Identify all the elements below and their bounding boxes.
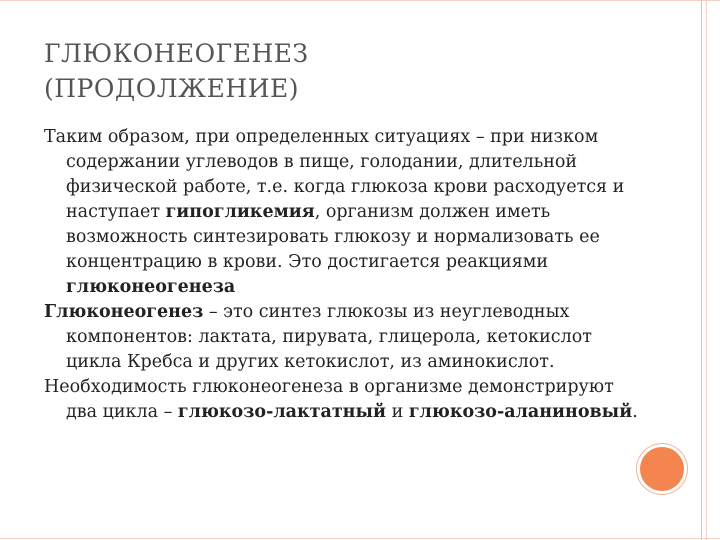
p1-text-1: Таким образом, при определенных ситуациях – при низком содержании углеводов в пище, голодании, длительной физической работе, т.е. когда глюкоза крови расходуется и наступает [44, 127, 625, 222]
title-line-1: ГЛЮКОНЕОГЕНЕЗ [44, 39, 309, 68]
p3-bold-term-1: глюкозо-лактатный [177, 402, 387, 422]
p3-text-1: Необходимость глюконеогенеза в организме демонстрируют два цикла – [44, 377, 614, 422]
slide-title [44, 36, 644, 106]
frame-right-line [701, 0, 702, 540]
p2-bold-term: Глюконеогенез [44, 302, 204, 322]
paragraph-2 [44, 300, 644, 375]
slide-body [44, 125, 644, 425]
p3-text-2: и [386, 402, 409, 422]
p3-text-3: . [632, 402, 638, 422]
frame-top-line [0, 0, 720, 1]
decorative-circle [640, 447, 684, 491]
paragraph-1 [44, 125, 644, 300]
frame-right-line-inner [706, 0, 707, 540]
paragraph-3 [44, 375, 644, 425]
p1-text-2: , организм должен иметь возможность синтезировать глюкозу и нормализовать ее концентрацию в крови. Это достигается реакциями [66, 202, 600, 272]
title-line-2: (ПРОДОЛЖЕНИЕ) [44, 74, 299, 103]
p1-bold-term-1: гипогликемия [165, 202, 315, 222]
p2-text: – это синтез глюкозы из неуглеводных компонентов: лактата, пирувата, глицерола, кетокислот цикла Кребса и других кетокислот, из аминокислот. [66, 302, 592, 372]
frame-bottom-line [0, 538, 720, 539]
p1-bold-term-2: глюконеогенеза [66, 277, 236, 297]
p3-bold-term-2: глюкозо-аланиновый [408, 402, 633, 422]
